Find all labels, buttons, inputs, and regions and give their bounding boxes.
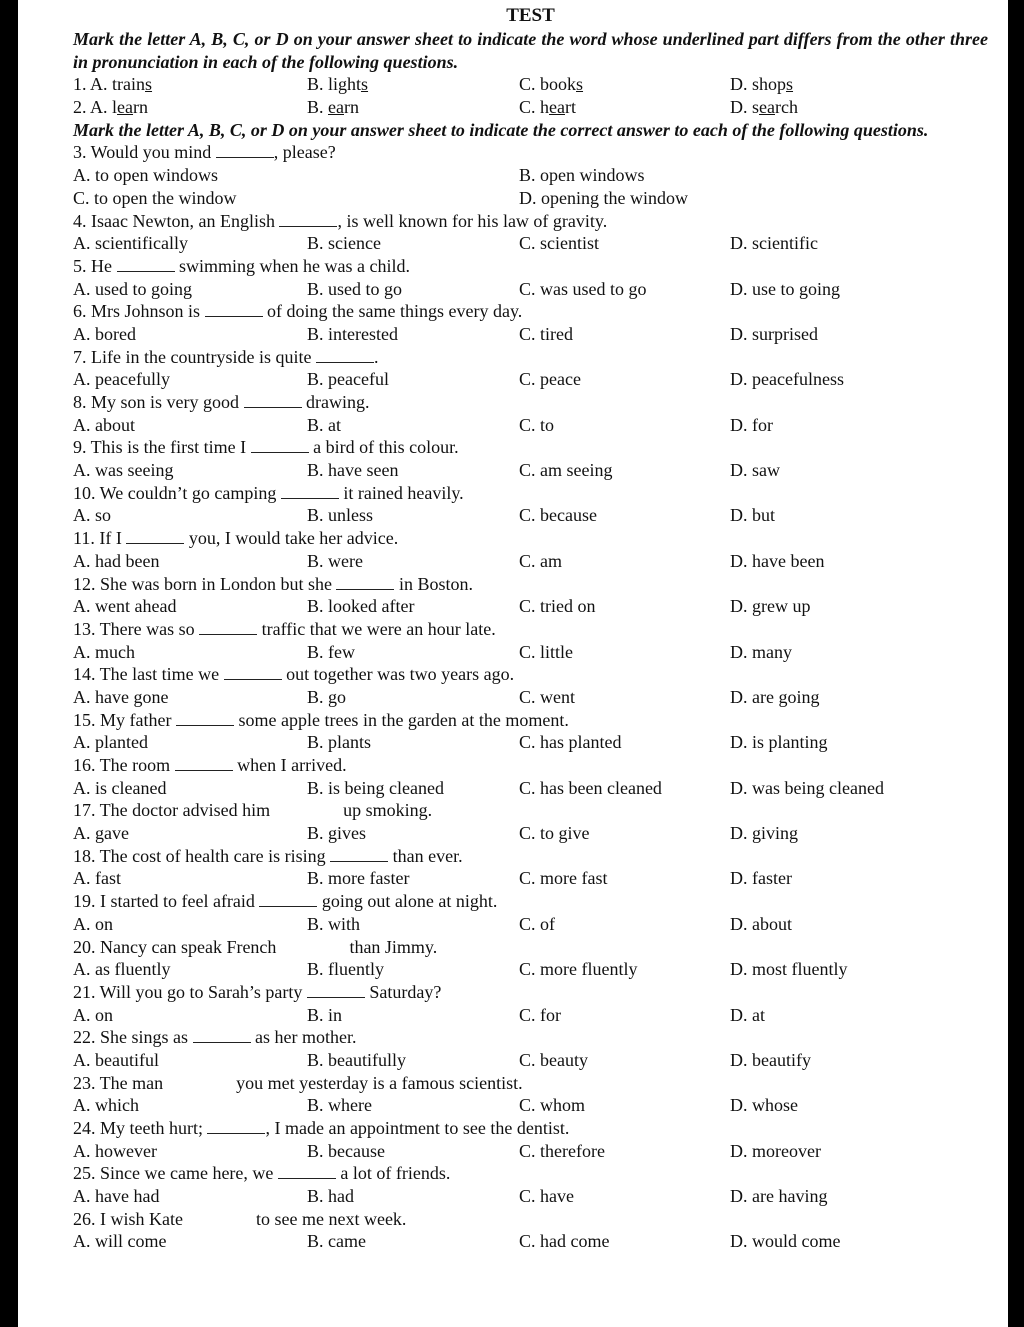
question-text: 18. The cost of health care is rising (73, 845, 331, 866)
answer-blank (216, 142, 274, 158)
answer-blank (126, 528, 184, 544)
answer-option: C. have (519, 1186, 574, 1207)
answer-option: D. have been (730, 550, 825, 571)
answer-blank (278, 1163, 336, 1179)
answer-option: A. planted (73, 732, 148, 753)
question-text: 11. If I (73, 528, 127, 549)
word-part: light (328, 74, 362, 95)
answer-option: C. am (519, 550, 562, 571)
question-text: 4. Isaac Newton, an English (73, 210, 280, 231)
answer-blank (279, 211, 337, 227)
option-letter: A. (90, 74, 113, 95)
answer-option: D. about (730, 913, 792, 934)
question-stem (73, 1026, 988, 1049)
answer-option: B. gives (307, 823, 367, 844)
answer-option: A. bored (73, 323, 136, 344)
answer-option: A. beautiful (73, 1049, 159, 1070)
answer-option: C. peace (519, 369, 581, 390)
question-text: 12. She was born in London but she (73, 573, 337, 594)
answer-option: A. however (73, 1140, 157, 1161)
underlined-part: ea (117, 97, 134, 118)
answer-option: B. fluently (307, 959, 384, 980)
question-text: . (373, 346, 379, 367)
word-part: s (752, 97, 760, 118)
answer-option: D. was being cleaned (730, 777, 884, 798)
answer-option: B. science (307, 233, 381, 254)
answer-option (730, 96, 798, 119)
answer-option: D. grew up (730, 596, 811, 617)
question-text: 19. I started to feel afraid (73, 891, 260, 912)
question-text: it rained heavily. (338, 482, 464, 503)
options-row (73, 1094, 988, 1117)
word-part: train (112, 74, 146, 95)
answer-option: C. because (519, 505, 597, 526)
word-part: rt (565, 97, 576, 118)
answer-option: C. more fluently (519, 959, 638, 980)
option-letter: D. (730, 74, 752, 95)
options-row (73, 913, 988, 936)
question-text: you met yesterday is a famous scientist. (231, 1072, 523, 1093)
question-text: 15. My father (73, 709, 176, 730)
question-stem (73, 1072, 988, 1095)
answer-option: A. scientifically (73, 233, 188, 254)
answer-option: C. little (519, 641, 573, 662)
answer-option: C. tired (519, 323, 573, 344)
answer-option (73, 73, 152, 96)
question-stem (73, 141, 988, 164)
answer-blank (281, 483, 339, 499)
question-text: in Boston. (394, 573, 473, 594)
options-row (73, 958, 988, 981)
question-text: a bird of this colour. (308, 437, 459, 458)
question-text: 25. Since we came here, we (73, 1163, 278, 1184)
word-part: book (540, 74, 577, 95)
answer-option (519, 96, 576, 119)
answer-option: D. moreover (730, 1140, 821, 1161)
answer-option: B. looked after (307, 596, 415, 617)
underlined-part: s (786, 74, 794, 95)
answer-option: A. will come (73, 1231, 167, 1252)
answer-blank (193, 1027, 251, 1043)
answer-blank (336, 574, 394, 590)
answer-option: B. in (307, 1004, 343, 1025)
options-row (73, 164, 988, 187)
paper (18, 0, 1008, 1327)
answer-blank (224, 664, 282, 680)
question-text: of doing the same things every day. (262, 301, 523, 322)
answer-option: C. has planted (519, 732, 622, 753)
answer-option: B. were (307, 550, 363, 571)
answer-option: D. saw (730, 460, 780, 481)
answer-option: B. have seen (307, 460, 399, 481)
question-text: to see me next week. (251, 1208, 407, 1229)
options-row (73, 323, 988, 346)
answer-blank (251, 437, 309, 453)
answer-option: B. peaceful (307, 369, 389, 390)
answer-option: C. to (519, 414, 555, 435)
question-text: traffic that we were an hour late. (257, 618, 496, 639)
word-part: h (540, 97, 550, 118)
option-letter: A. (90, 97, 113, 118)
answer-option: C. therefore (519, 1140, 605, 1161)
answer-option: C. of (519, 913, 555, 934)
answer-option: D. for (730, 414, 773, 435)
answer-blank (176, 710, 234, 726)
question-text: 9. This is the first time I (73, 437, 251, 458)
question-text: 3. Would you mind (73, 142, 216, 163)
answer-blank (205, 301, 263, 317)
answer-option: D. would come (730, 1231, 841, 1252)
answer-option: A. is cleaned (73, 777, 167, 798)
pronunciation-section (73, 73, 988, 118)
answer-option: A. used to going (73, 278, 192, 299)
answer-option: A. on (73, 1004, 113, 1025)
question-stem (73, 1117, 988, 1140)
answer-option: B. where (307, 1095, 372, 1116)
answer-blank (307, 982, 365, 998)
answer-option: D. scientific (730, 233, 818, 254)
question-text: , is well known for his law of gravity. (337, 210, 608, 231)
options-row (73, 641, 988, 664)
answer-option: A. have gone (73, 686, 169, 707)
answer-option: C. to open the window (73, 187, 237, 208)
question-text: 17. The doctor advised him (73, 800, 275, 821)
answer-option: D. beautify (730, 1049, 811, 1070)
options-row (73, 550, 988, 573)
answer-blank (117, 256, 175, 272)
question-stem (73, 1208, 988, 1231)
options-row (73, 1185, 988, 1208)
question-text: 14. The last time we (73, 664, 224, 685)
answer-option: D. but (730, 505, 775, 526)
answer-option (73, 96, 148, 119)
answer-option: D. whose (730, 1095, 798, 1116)
question-text: as her mother. (250, 1027, 357, 1048)
options-row (73, 731, 988, 754)
answer-option: B. unless (307, 505, 374, 526)
answer-option: C. more fast (519, 868, 608, 889)
answer-option: C. scientist (519, 233, 599, 254)
question-text: , I made an appointment to see the dentist. (265, 1118, 570, 1139)
options-row (73, 1049, 988, 1072)
question-stem (73, 210, 988, 233)
question-stem (73, 482, 988, 505)
answer-option: C. to give (519, 823, 590, 844)
question-stem (73, 436, 988, 459)
answer-option: B. because (307, 1140, 385, 1161)
answer-blank (175, 755, 233, 771)
answer-option: B. few (307, 641, 355, 662)
answer-blank (207, 1118, 265, 1134)
options-row (73, 459, 988, 482)
underlined-part: s (361, 74, 369, 95)
underlined-part: ea (759, 97, 775, 118)
answer-option: B. is being cleaned (307, 777, 444, 798)
question-stem (73, 300, 988, 323)
options-row (73, 278, 988, 301)
answer-option: A. as fluently (73, 959, 171, 980)
options-row (73, 1230, 988, 1253)
answer-option: A. about (73, 414, 135, 435)
answer-option: B. open windows (519, 165, 645, 186)
question-text: 7. Life in the countryside is quite (73, 346, 316, 367)
question-text: 24. My teeth hurt; (73, 1118, 208, 1139)
option-letter: B. (307, 97, 329, 118)
answer-option: C. has been cleaned (519, 777, 662, 798)
question-stem (73, 527, 988, 550)
word-part: shop (752, 74, 787, 95)
pronunciation-row (73, 96, 988, 119)
question-stem (73, 799, 988, 822)
question-text: going out alone at night. (317, 891, 498, 912)
question-text: you, I would take her advice. (184, 528, 399, 549)
answer-option: A. was seeing (73, 460, 174, 481)
answer-option: C. beauty (519, 1049, 588, 1070)
question-text: 23. The man (73, 1072, 168, 1093)
answer-option: D. most fluently (730, 959, 848, 980)
pronunciation-row (73, 73, 988, 96)
question-text: some apple trees in the garden at the moment. (233, 709, 569, 730)
question-text: 16. The room (73, 755, 175, 776)
test-title: TEST (506, 5, 555, 26)
underlined-part: ea (328, 97, 344, 118)
answer-option: B. more faster (307, 868, 410, 889)
answer-blank (259, 891, 317, 907)
answer-blank (199, 619, 257, 635)
question-text: than ever. (388, 845, 463, 866)
question-text: than Jimmy. (344, 936, 438, 957)
option-letter: C. (519, 74, 541, 95)
question-text: when I arrived. (232, 755, 347, 776)
instruction-grammar: Mark the letter A, B, C, or D on your answer sheet to indicate the correct answer to each of the following questions. (73, 119, 929, 140)
grammar-section (73, 141, 988, 1253)
answer-option: B. plants (307, 732, 372, 753)
question-text: 6. Mrs Johnson is (73, 301, 205, 322)
option-letter: B. (307, 74, 329, 95)
answer-option: A. peacefully (73, 369, 170, 390)
answer-option: B. came (307, 1231, 366, 1252)
test-sheet (73, 4, 988, 1253)
answer-option: D. opening the window (519, 187, 688, 208)
word-part: rn (344, 97, 359, 118)
answer-option: D. use to going (730, 278, 840, 299)
options-row (73, 414, 988, 437)
options-row (73, 777, 988, 800)
question-stem (73, 255, 988, 278)
answer-option: D. are going (730, 686, 820, 707)
answer-option: B. used to go (307, 278, 403, 299)
option-letter: C. (519, 97, 541, 118)
answer-option: D. are having (730, 1186, 828, 1207)
question-text: 26. I wish Kate (73, 1208, 188, 1229)
question-stem (73, 391, 988, 414)
answer-option: B. go (307, 686, 347, 707)
question-number: 2. (73, 97, 91, 118)
answer-option: A. fast (73, 868, 121, 889)
options-row (73, 1140, 988, 1163)
question-stem (73, 618, 988, 641)
answer-blank (316, 347, 374, 363)
question-stem (73, 981, 988, 1004)
question-text: 21. Will you go to Sarah’s party (73, 981, 307, 1002)
answer-option: B. with (307, 913, 361, 934)
answer-option: A. have had (73, 1186, 160, 1207)
question-text: Saturday? (364, 981, 442, 1002)
instruction-pronunciation: Mark the letter A, B, C, or D on your answer sheet to indicate the word whose underlined part differs from the other three in pronunciation in each of the following questions. (73, 29, 988, 72)
question-stem (73, 890, 988, 913)
answer-option: B. had (307, 1186, 354, 1207)
question-stem (73, 1162, 988, 1185)
options-row (73, 867, 988, 890)
question-stem (73, 709, 988, 732)
answer-option: D. many (730, 641, 792, 662)
option-letter: D. (730, 97, 752, 118)
answer-option: A. so (73, 505, 112, 526)
options-row (73, 187, 988, 210)
options-row (73, 1004, 988, 1027)
question-text: 22. She sings as (73, 1027, 193, 1048)
answer-option: A. went ahead (73, 596, 177, 617)
answer-option: B. at (307, 414, 341, 435)
answer-option: A. to open windows (73, 165, 218, 186)
word-part: l (112, 97, 118, 118)
options-row (73, 822, 988, 845)
question-stem (73, 754, 988, 777)
answer-option: C. whom (519, 1095, 586, 1116)
answer-option: C. for (519, 1004, 561, 1025)
question-stem (73, 845, 988, 868)
question-text: 13. There was so (73, 618, 200, 639)
question-text: swimming when he was a child. (174, 255, 410, 276)
answer-option: A. much (73, 641, 135, 662)
answer-option: A. had been (73, 550, 160, 571)
question-text: drawing. (301, 392, 370, 413)
answer-option (307, 73, 368, 96)
question-text: up smoking. (338, 800, 433, 821)
answer-option: A. which (73, 1095, 139, 1116)
answer-option: C. am seeing (519, 460, 613, 481)
question-stem (73, 346, 988, 369)
question-text: 10. We couldn’t go camping (73, 482, 281, 503)
question-stem (73, 573, 988, 596)
answer-option: B. interested (307, 323, 398, 344)
answer-option (519, 73, 583, 96)
underlined-part: s (145, 74, 153, 95)
answer-option: D. is planting (730, 732, 828, 753)
underlined-part: s (576, 74, 584, 95)
options-row (73, 504, 988, 527)
answer-option: C. tried on (519, 596, 596, 617)
word-part: rn (133, 97, 149, 118)
options-row (73, 232, 988, 255)
question-text: a lot of friends. (335, 1163, 451, 1184)
answer-option: A. on (73, 913, 113, 934)
answer-option (307, 96, 359, 119)
answer-option: C. was used to go (519, 278, 647, 299)
answer-option: D. peacefulness (730, 369, 844, 390)
word-part: rch (775, 97, 798, 118)
answer-option: A. gave (73, 823, 129, 844)
options-row (73, 595, 988, 618)
answer-option: D. surprised (730, 323, 818, 344)
answer-blank (244, 392, 302, 408)
answer-option: C. went (519, 686, 575, 707)
question-stem (73, 663, 988, 686)
question-text: 20. Nancy can speak French (73, 936, 281, 957)
options-row (73, 368, 988, 391)
underlined-part: ea (549, 97, 565, 118)
question-number: 1. (73, 74, 91, 95)
question-stem (73, 936, 988, 959)
answer-blank (330, 846, 388, 862)
question-text: out together was two years ago. (281, 664, 515, 685)
question-text: 8. My son is very good (73, 392, 244, 413)
answer-option: B. beautifully (307, 1049, 406, 1070)
question-text: , please? (273, 142, 336, 163)
options-row (73, 686, 988, 709)
answer-option: D. at (730, 1004, 765, 1025)
answer-option: D. faster (730, 868, 792, 889)
question-text: 5. He (73, 255, 117, 276)
answer-option: D. giving (730, 823, 799, 844)
answer-option: C. had come (519, 1231, 610, 1252)
answer-option (730, 73, 793, 96)
